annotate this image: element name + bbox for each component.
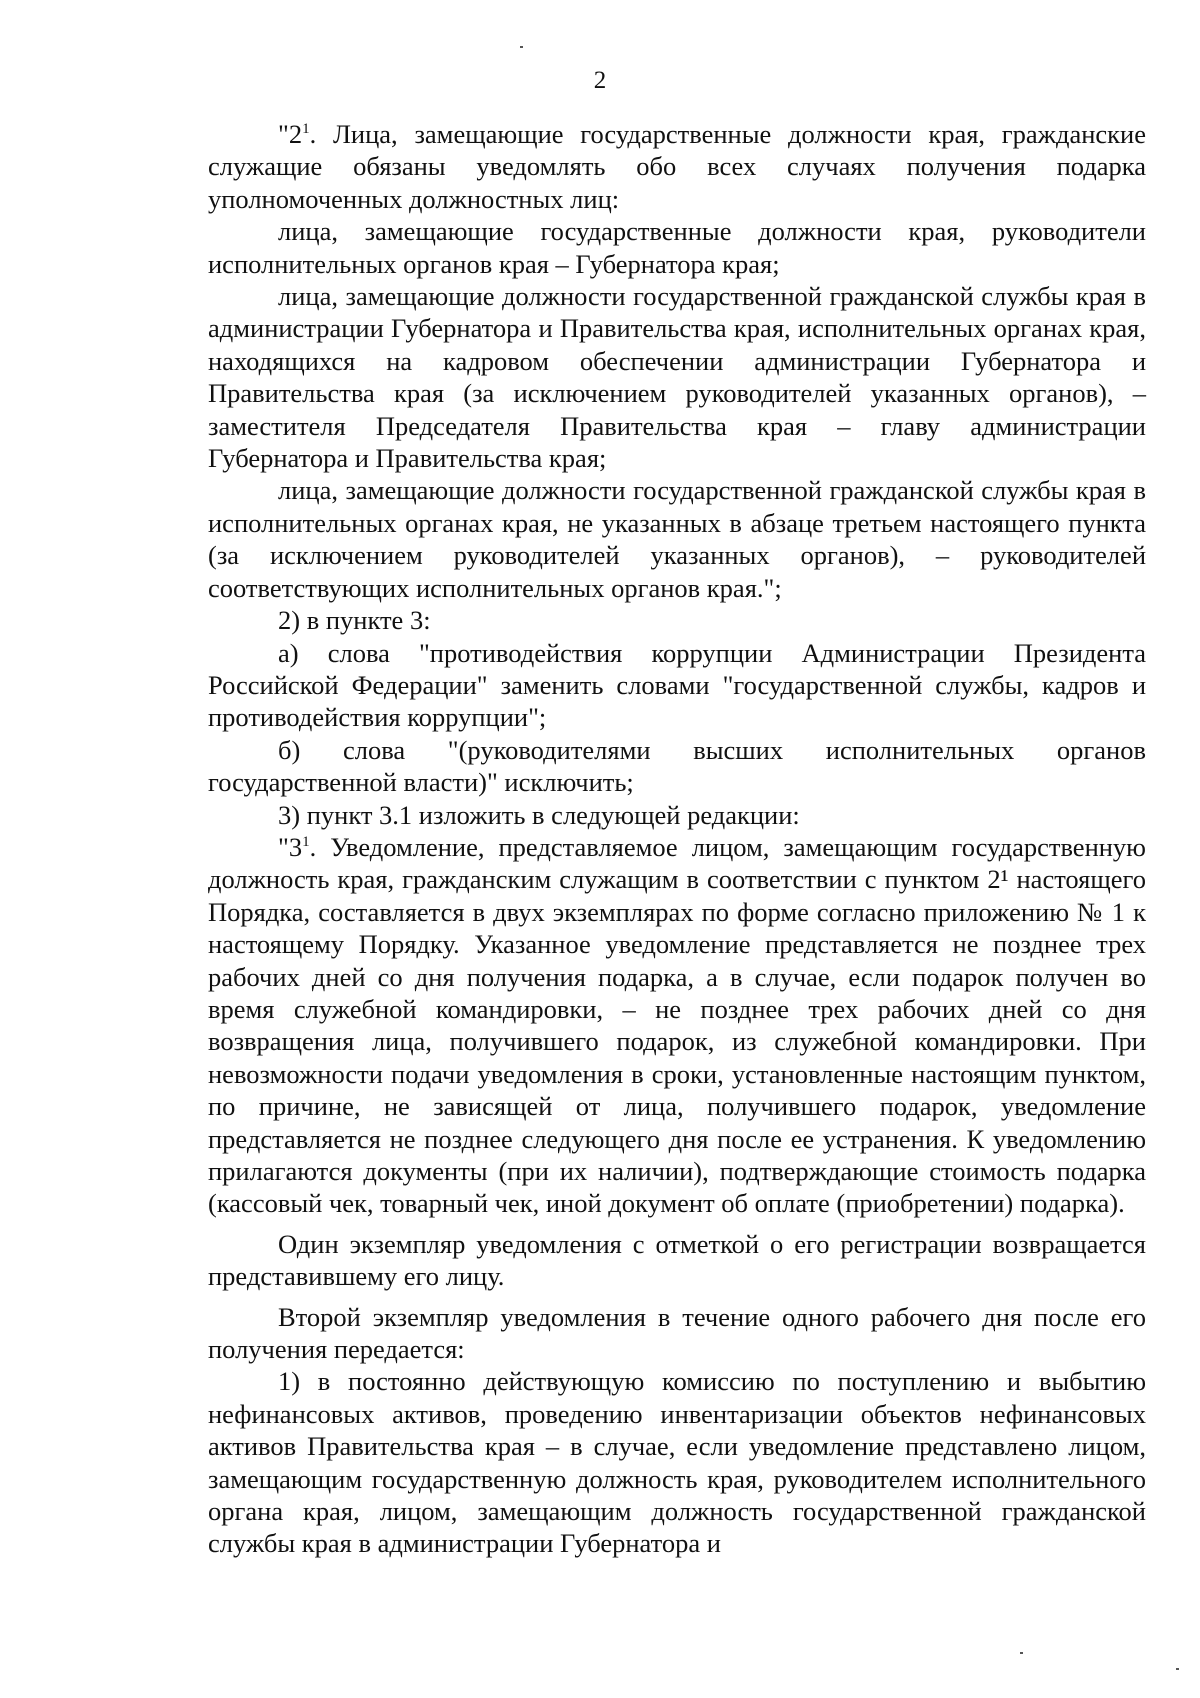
scan-speck xyxy=(1176,1668,1179,1670)
paragraph: а) слова "противодействия коррупции Администрации Президента Российской Федерации" заменить словами "государственной службы, кадров и противодействия коррупции"; xyxy=(208,637,1146,733)
paragraph: Второй экземпляр уведомления в течение одного рабочего дня после его получения передается: xyxy=(208,1301,1146,1365)
paragraph: б) слова "(руководителями высших исполнительных органов государственной власти)" исключить; xyxy=(208,734,1146,798)
paragraph: лица, замещающие должности государственной гражданской службы края в администрации Губернатора и Правительства края, исполнительных органах края, находящихся на кадровом обеспечении администрации Губернатора и Правительства края (за исключением руководителей указанных органов), – заместителя Председателя Правительства края – главу администрации Губернатора и Правительства края; xyxy=(208,281,1146,474)
scan-speck xyxy=(1020,1652,1023,1654)
paragraph: лица, замещающие государственные должности края, руководители исполнительных органов края – Губернатора края; xyxy=(208,216,1146,279)
page-number: 2 xyxy=(593,67,607,94)
paragraph: 1) в постоянно действующую комиссию по поступлению и выбытию нефинансовых активов, проведению инвентаризации объектов нефинансовых активов Правительства края – в случае, если уведомление представлено лицом, замещающим государственную должность края, руководителем исполнительного органа края, лицом, замещающим должность государственной гражданской службы края в администрации Губернатора и xyxy=(208,1366,1146,1559)
paragraph: 3) пункт 3.1 изложить в следующей редакции: xyxy=(278,799,800,830)
paragraph: 2) в пункте 3: xyxy=(278,605,431,636)
paragraph: Один экземпляр уведомления с отметкой о его регистрации возвращается представившему его лицу. xyxy=(208,1228,1146,1292)
paragraph: лица, замещающие должности государственной гражданской службы края в исполнительных органах края, не указанных в абзаце третьем настоящего пункта (за исключением руководителей указанных органов), – руководителей соответствующих исполнительных органов края."; xyxy=(208,475,1146,603)
scan-speck xyxy=(520,46,523,48)
document-body xyxy=(208,118,1146,1560)
paragraph: "$3^1$. Уведомление, представляемое лицом, замещающим государственную должность края, гражданским служащим в соответствии с пунктом 2¹ настоящего Порядка, составляется в двух экземплярах по форме согласно приложению № 1 к настоящему Порядку. Указанное уведомление представляется не позднее трех рабочих дней со дня получения подарка, а в случае, если подарок получен во время служебной командировки, – не позднее трех рабочих дней со дня возвращения лица, получившего подарок, из служебной командировки. При невозможности подачи уведомления в сроки, установленные настоящим пунктом, по причине, не зависящей от лица, получившего подарок, уведомление представляется не позднее следующего дня после ее устранения. К уведомлению прилагаются документы (при их наличии), подтверждающие стоимость подарка (кассовый чек, товарный чек, иной документ об оплате (приобретении) подарка). xyxy=(208,831,1146,1219)
paragraph: "$2^1$. Лица, замещающие государственные должности края, гражданские служащие обязаны уведомлять обо всех случаях получения подарка уполномоченных должностных лиц: xyxy=(208,119,1146,214)
